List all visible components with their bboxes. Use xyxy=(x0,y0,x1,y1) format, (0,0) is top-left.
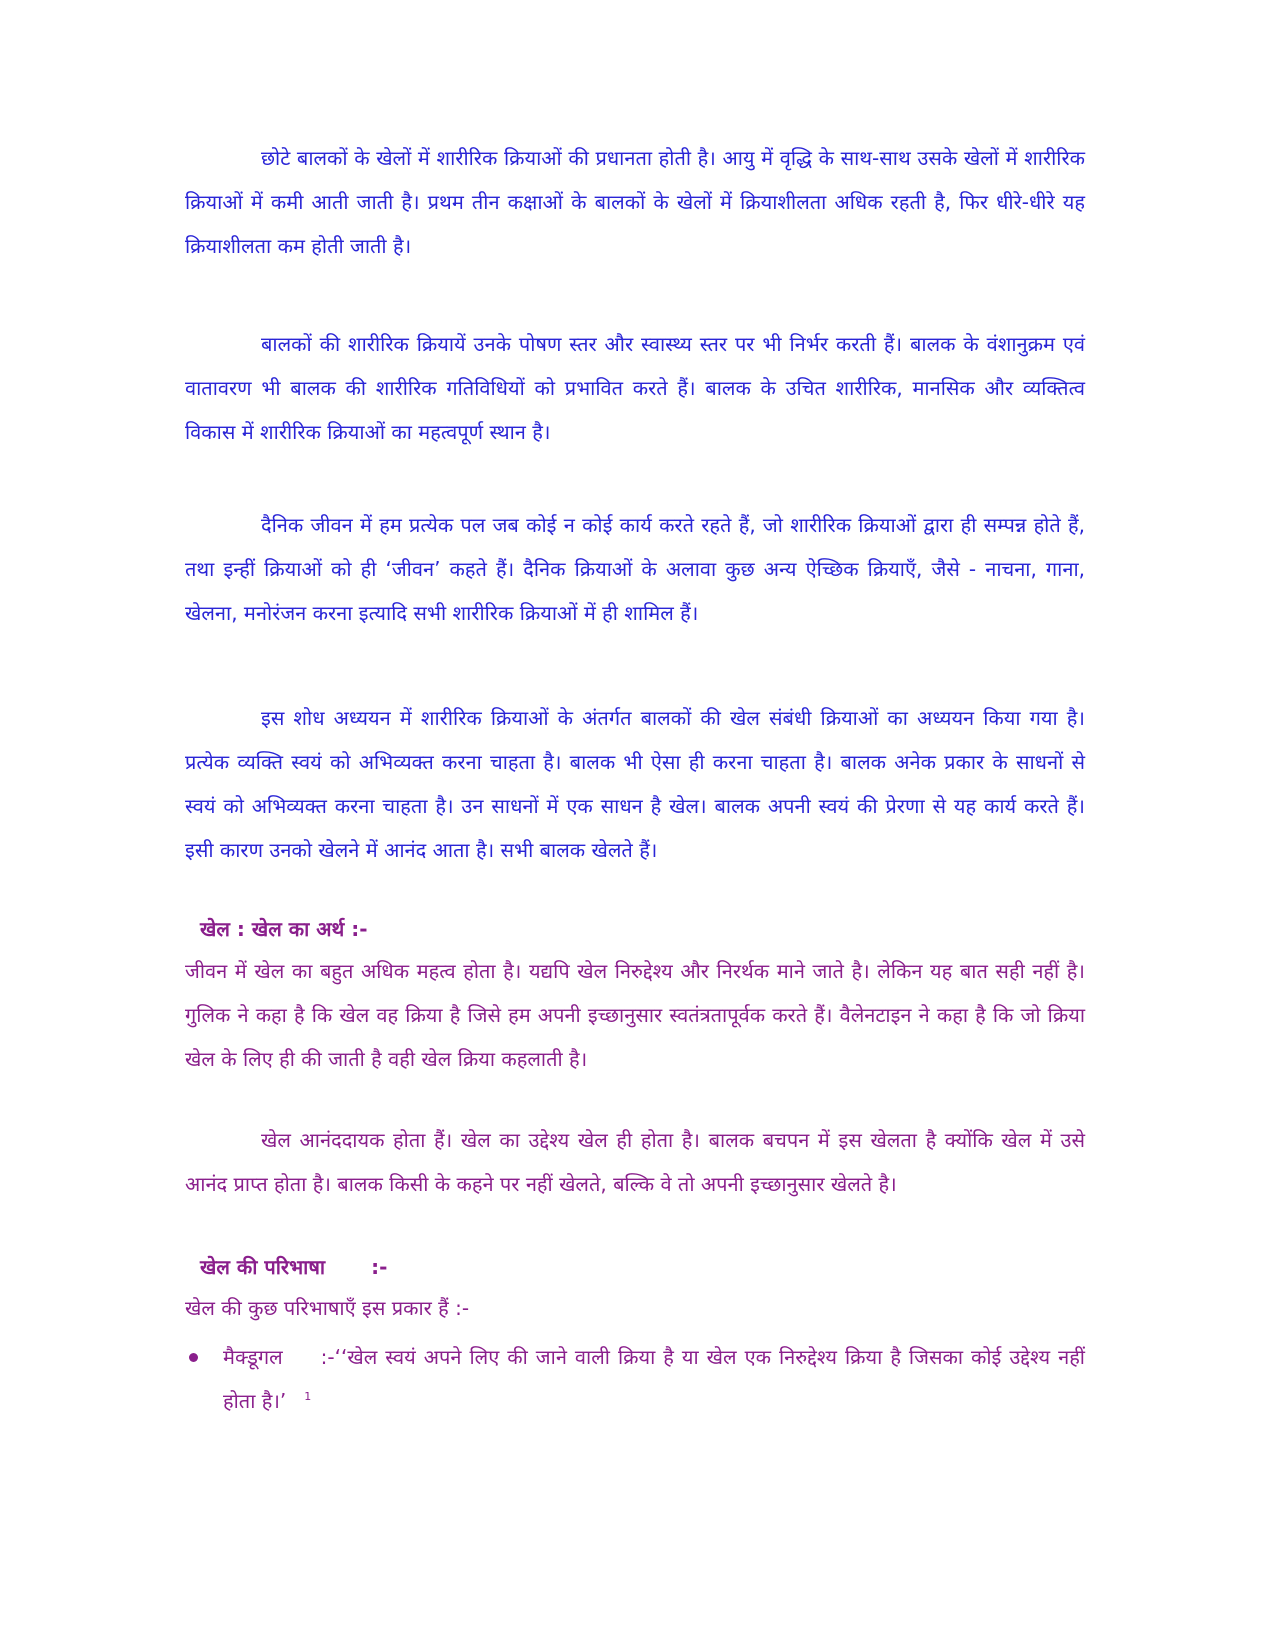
paragraph-1: छोटे बालकों के खेलों में शारीरिक क्रियाओं की प्रधानता होती है। आयु में वृद्धि के साथ-साथ उसके खेलों में शारीरिक क्रियाओं में कमी आती जाती है। प्रथम तीन कक्षाओं के बालकों के खेलों में क्रियाशीलता अधिक रहती है, फिर धीरे-धीरे यह क्रियाशीलता कम होती जाती है। xyxy=(185,146,1085,258)
heading-khel-arth: खेल : खेल का अर्थ :- xyxy=(200,917,368,941)
heading-title: खेल की परिभाषा xyxy=(200,1255,326,1279)
paragraph-3: दैनिक जीवन में हम प्रत्येक पल जब कोई न कोई कार्य करते रहते हैं, जो शारीरिक क्रियाओं द्वारा ही सम्पन्न होते हैं, तथा इन्हीं क्रियाओं को ही ‘जीवन’ कहते हैं। दैनिक क्रियाओं के अलावा कुछ अन्य ऐच्छिक क्रियाएँ, जैसे - नाचना, गाना, खेलना, मनोरंजन करना इत्यादि सभी शारीरिक क्रियाओं में ही शामिल हैं। xyxy=(185,513,1085,625)
definition-author: मैक्डूगल xyxy=(223,1345,283,1369)
heading-khel-paribhasha xyxy=(200,1252,387,1282)
definition-text xyxy=(223,1335,1085,1423)
bullet-icon xyxy=(189,1353,198,1362)
paragraph-4: इस शोध अध्ययन में शारीरिक क्रियाओं के अंतर्गत बालकों की खेल संबंधी क्रियाओं का अध्ययन किया गया है। प्रत्येक व्यक्ति स्वयं को अभिव्यक्त करना चाहता है। बालक भी ऐसा ही करना चाहता है। बालक अनेक प्रकार के साधनों से स्वयं को अभिव्यक्त करना चाहता है। उन साधनों में एक साधन है खेल। बालक अपनी स्वयं की प्रेरणा से यह कार्य करते हैं। इसी कारण उनको खेलने में आनंद आता है। सभी बालक खेलते हैं। xyxy=(185,706,1085,862)
paragraph-2: बालकों की शारीरिक क्रियायें उनके पोषण स्तर और स्वास्थ्य स्तर पर भी निर्भर करती हैं। बालक के वंशानुक्रम एवं वातावरण भी बालक की शारीरिक गतिविधियों को प्रभावित करते हैं। बालक के उचित शारीरिक, मानसिक और व्यक्तित्व विकास में शारीरिक क्रियाओं का महत्वपूर्ण स्थान है। xyxy=(185,332,1085,444)
paragraph-7: खेल की कुछ परिभाषाएँ इस प्रकार हैं :- xyxy=(185,1296,470,1320)
paragraph-5: जीवन में खेल का बहुत अधिक महत्व होता है। यद्यपि खेल निरुद्देश्य और निरर्थक माने जाते है। लेकिन यह बात सही नहीं है। गुलिक ने कहा है कि खेल वह क्रिया है जिसे हम अपनी इच्छानुसार स्वतंत्रतापूर्वक करते हैं। वैलेनटाइन ने कहा है कि जो क्रिया खेल के लिए ही की जाती है वही खेल क्रिया कहलाती है। xyxy=(185,959,1085,1071)
heading-separator: :- xyxy=(371,1255,388,1279)
footnote-marker: 1 xyxy=(304,1390,312,1404)
definition-list-item xyxy=(185,1335,1085,1423)
paragraph-6: खेल आनंददायक होता हैं। खेल का उद्देश्य खेल ही होता है। बालक बचपन में इस खेलता है क्योंकि खेल में उसे आनंद प्राप्त होता है। बालक किसी के कहने पर नहीं खेलते, बल्कि वे तो अपनी इच्छानुसार खेलते है। xyxy=(185,1128,1085,1196)
definition-quote: :-‘‘खेल स्वयं अपने लिए की जाने वाली क्रिया है या खेल एक निरुद्देश्य क्रिया है जिसका कोई उद्देश्य नहीं होता है।’ xyxy=(223,1345,1085,1413)
